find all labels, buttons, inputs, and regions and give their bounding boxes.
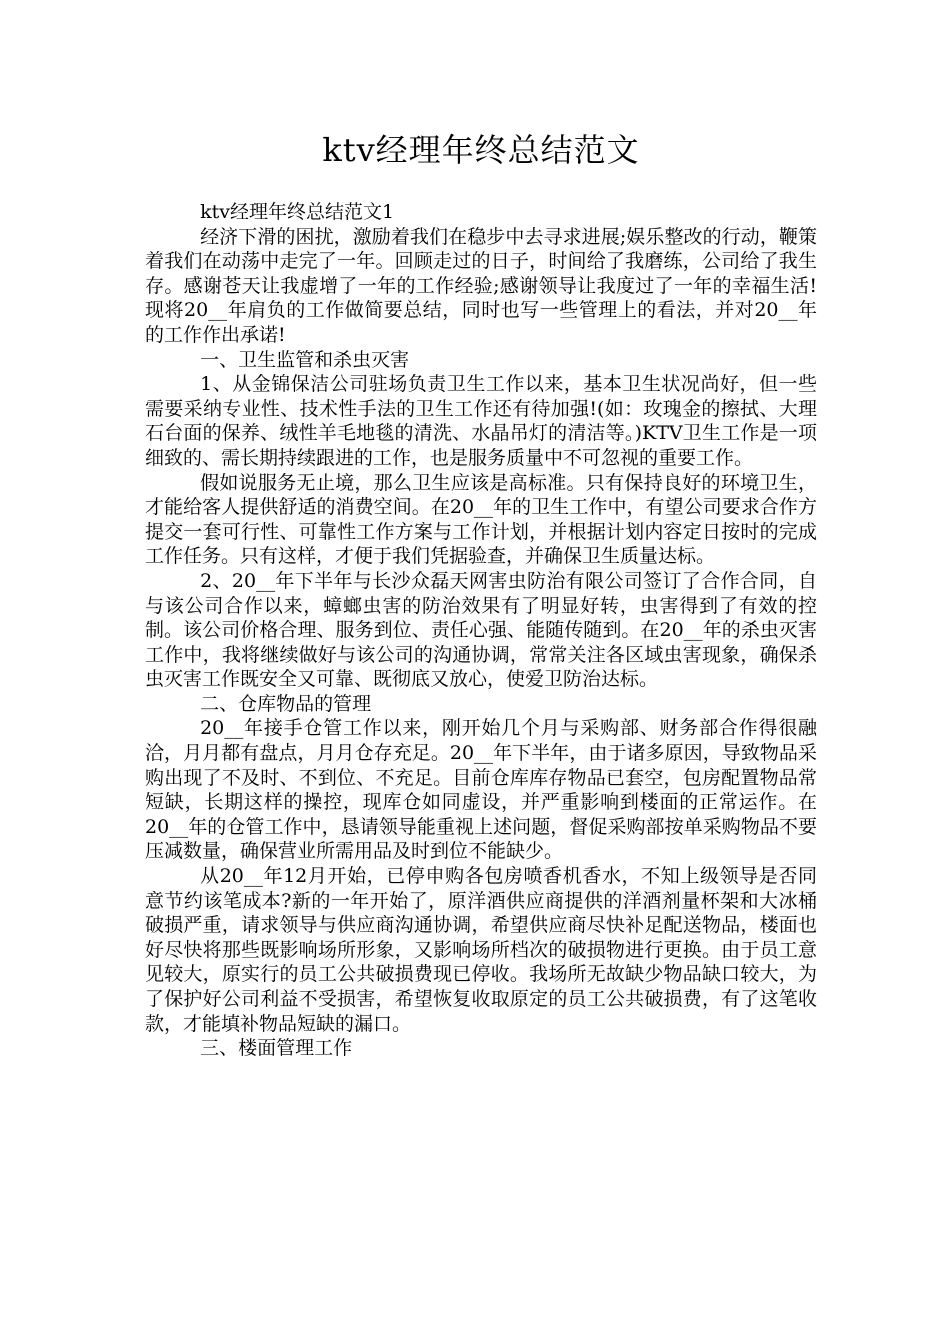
intro-paragraph: 经济下滑的困扰，激励着我们在稳步中去寻求进展;娱乐整改的行动，鞭策着我们在动荡中走完了一年。回顾走过的日子，时间给了我磨练，公司给了我生存。感谢苍天让我虚增了一年的工作经验;感谢领导让我度过了一年的幸福生活!现将20__年肩负的工作做简要总结，同时也写一些管理上的看法，并对20__年的工作作出承诺!	[145, 225, 817, 346]
hygiene-paragraph-1: 1、从金锦保洁公司驻场负责卫生工作以来，基本卫生状况尚好，但一些需要采纳专业性、技术性手法的卫生工作还有待加强!(如：玫瑰金的擦拭、大理石台面的保养、绒性羊毛地毯的清洗、水晶吊灯的清洁等。)KTV卫生工作是一项细致的、需长期持续跟进的工作，也是服务质量中不可忽视的重要工作。	[145, 373, 817, 469]
subtitle-paragraph: ktv经理年终总结范文1	[200, 201, 395, 223]
section-heading-hygiene: 一、卫生监管和杀虫灭害	[200, 348, 410, 371]
document-title: ktv经理年终总结范文	[322, 131, 640, 169]
document-page	[145, 128, 817, 1061]
section-heading-warehouse: 二、仓库物品的管理	[200, 692, 372, 715]
document-body	[145, 200, 817, 1061]
warehouse-paragraph-1: 20__年接手仓管工作以来，刚开始几个月与采购部、财务部合作得很融洽，月月都有盘点，月月仓存充足。20__年下半年，由于诸多原因，导致物品采购出现了不及时、不到位、不充足。目前仓库库存物品已套空，包房配置物品常短缺，长期这样的操控，现库仓如同虚设，并严重影响到楼面的正常运作。在20__年的仓管工作中，恳请领导能重视上述问题，督促采购部按单采购物品不要压减数量，确保营业所需用品及时到位不能缺少。	[145, 717, 817, 863]
hygiene-paragraph-2: 假如说服务无止境，那么卫生应该是高标准。只有保持良好的环境卫生，才能给客人提供舒适的消费空间。在20__年的卫生工作中，有望公司要求合作方提交一套可行性、可靠性工作方案与工作计划，并根据计划内容定日按时的完成工作任务。只有这样，才便于我们凭据验查，并确保卫生质量达标。	[145, 471, 817, 568]
section-heading-floor: 三、楼面管理工作	[200, 1037, 353, 1060]
pest-control-paragraph: 2、20__年下半年与长沙众磊天网害虫防治有限公司签订了合作合同，自与该公司合作以来，蟑螂虫害的防治效果有了明显好转，虫害得到了有效的控制。该公司价格合理、服务到位、责任心强、能随传随到。在20__年的杀虫灭害工作中，我将继续做好与该公司的沟通协调，常常关注各区域虫害现象，确保杀虫灭害工作既安全又可靠、既彻底又放心，使爱卫防治达标。	[145, 569, 817, 691]
warehouse-paragraph-2: 从20__年12月开始，已停申购各包房喷香机香水，不知上级领导是否同意节约该笔成本?新的一年开始了，原洋酒供应商提供的洋酒剂量杯架和大冰桶破损严重，请求领导与供应商沟通协调，希望供应商尽快补足配送物品，楼面也好尽快将那些既影响场所形象，又影响场所档次的破损物进行更换。由于员工意见较大，原实行的员工公共破损费现已停收。我场所无故缺少物品缺口较大，为了保护好公司利益不受损害，希望恢复收取原定的员工公共破损费，有了这笔收款，才能填补物品短缺的漏口。	[145, 865, 817, 1035]
